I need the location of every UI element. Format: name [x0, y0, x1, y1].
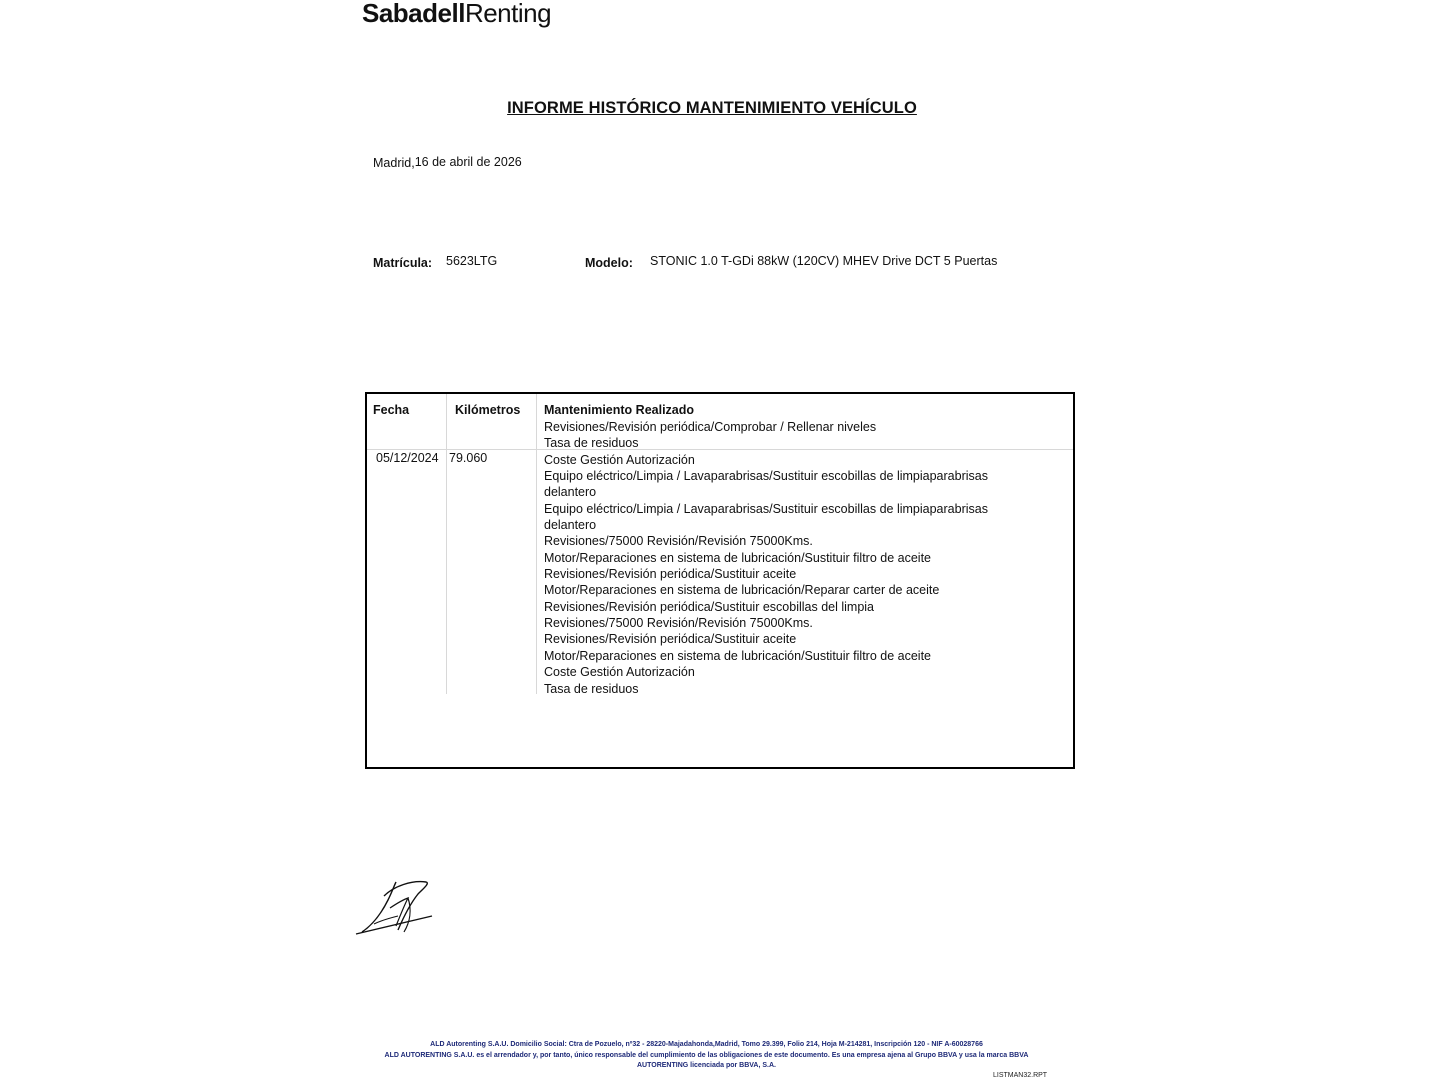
list-item: Equipo eléctrico/Limpia / Lavaparabrisas/Sustituir escobillas de limpiaparabrisas delantero: [544, 501, 988, 533]
logo-bold-text: Sabadell: [362, 0, 465, 28]
list-item: Motor/Reparaciones en sistema de lubricación/Reparar carter de aceite: [544, 583, 940, 598]
column-divider: [446, 394, 447, 694]
place-date: [373, 156, 522, 170]
footer-line: ALD Autorenting S.A.U. Domicilio Social: Ctra de Pozuelo, nº32 - 28220-Majadahonda,Madrid, Tomo 29.399, Folio 214, Hoja M-214281, Inscripción 120 - NIF A-60028766: [430, 1041, 983, 1048]
list-item: Coste Gestión Autorización: [544, 452, 695, 467]
legal-footer: [0, 1040, 1413, 1072]
list-item: Coste Gestión Autorización: [544, 665, 695, 680]
plate-label: Matrícula:: [373, 256, 433, 270]
place: Madrid,: [373, 156, 415, 170]
row-km: 79.060: [449, 451, 488, 465]
plate-value: 5623LTG: [446, 254, 498, 268]
company-logo: [362, 0, 551, 29]
list-item: Revisiones/Revisión periódica/Sustituir aceite: [544, 632, 797, 647]
model-label: Modelo:: [585, 256, 633, 270]
footer-line: AUTORENTING licenciada por BBVA, S.A.: [637, 1062, 776, 1069]
report-date: 16 de abril de 2026: [414, 155, 522, 169]
row-date: 05/12/2024: [376, 451, 439, 465]
report-code: LISTMAN32.RPT: [993, 1072, 1048, 1079]
signature: [354, 874, 438, 943]
header-km: Kilómetros: [455, 403, 521, 417]
list-item: Tasa de residuos: [544, 681, 639, 696]
list-item: Revisiones/Revisión periódica/Sustituir aceite: [544, 567, 797, 582]
header-maintenance: Mantenimiento Realizado: [544, 403, 695, 417]
model-value: STONIC 1.0 T-GDi 88kW (120CV) MHEV Drive DCT 5 Puertas: [650, 254, 998, 268]
list-item: Revisiones/Revisión periódica/Comprobar / Rellenar niveles: [544, 420, 877, 434]
list-item: Revisiones/75000 Revisión/Revisión 75000Kms.: [544, 534, 813, 549]
list-item: Revisiones/Revisión periódica/Sustituir escobillas del limpia: [544, 599, 875, 614]
list-item: Motor/Reparaciones en sistema de lubricación/Sustituir filtro de aceite: [544, 648, 931, 663]
maintenance-table: [365, 392, 1075, 769]
list-item: Revisiones/75000 Revisión/Revisión 75000Kms.: [544, 616, 813, 631]
list-item: Tasa de residuos: [544, 436, 639, 451]
logo-light-text: Renting: [464, 0, 552, 28]
maintenance-list: [544, 419, 1004, 697]
column-divider: [536, 394, 537, 694]
header-date: Fecha: [373, 403, 410, 417]
list-item: Equipo eléctrico/Limpia / Lavaparabrisas/Sustituir escobillas de limpiaparabrisas delantero: [544, 469, 988, 500]
footer-line: ALD AUTORENTING S.A.U. es el arrendador y, por tanto, único responsable del cumplimiento de las obligaciones de este documento. Es una empresa ajena al Grupo BBVA y usa la marca BBVA: [384, 1051, 1029, 1059]
report-title: INFORME HISTÓRICO MANTENIMIENTO VEHÍCULO: [507, 99, 917, 117]
list-item: Motor/Reparaciones en sistema de lubricación/Sustituir filtro de aceite: [544, 550, 931, 565]
